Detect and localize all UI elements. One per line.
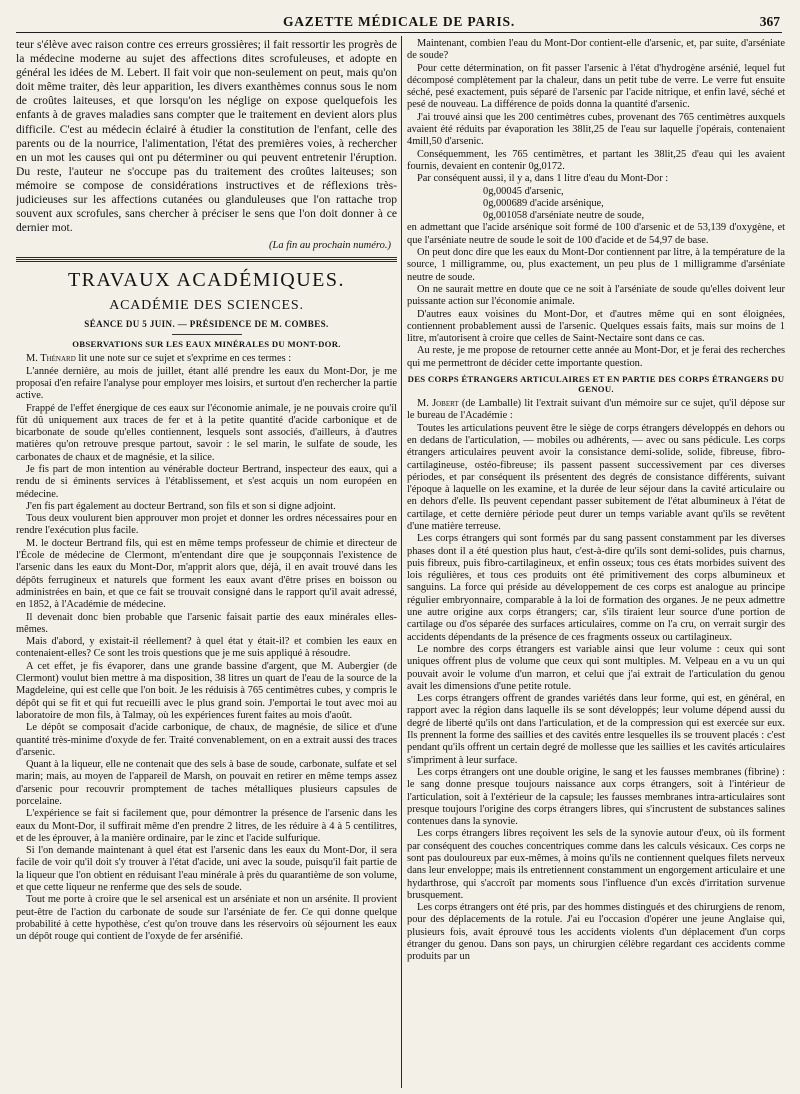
intro-paragraph: teur s'élève avec raison contre ces erreurs grossières; il fait ressortir les progrès de la médecine moderne au sujet des affections dites scrofuleuses, et adopte en général les idées de M. Lebert. Il fait voir que non-seulement on peut, mais qu'on doit même traiter, dès leur apparition, les divers exanthèmes connus sous le nom de croûtes laiteuses, et que lorsqu'on les néglige on expose quelquefois les enfants à de graves maladies sans compter que le traitement en devient alors plus difficile. C'est au médecin éclairé à étudier la constitution de l'enfant, celle des parents ou de la nourrice, l'alimentation, l'état des premières voies, à rechercher en un mot les causes qui ont pu déterminer ou qui peuvent entretenir l'éruption. Du reste, l'auteur ne s'occupe pas du traitement des croûtes laiteuses; son mémoire se compose de considérations instructives et de réflexions très-judicieuses sur les affections cutanées ou glanduleuses que l'on rattache trop souvent aux scrofules, sans chercher à préciser le sens que l'on doit donner à ce dernier mot. xyxy=(16,38,397,235)
paragraph: M. le docteur Bertrand fils, qui est en même temps professeur de chimie et directeur de l'École de médecine de Clermont, m'entendant dire que je soupçonnais l'existence de l'arsenic dans les eaux du Mont-Dor, m'apprit alors que, déjà, il en avait trouvé dans les dépôts ferrugineux et naturels que forment les eaux avant d'être prises en boisson ou administrées en bain, et que ce fait se trouvait consigné dans le rapport qu'il avait adressé, en 1852, à l'Académie de médecine. xyxy=(16,537,397,611)
section-title: TRAVAUX ACADÉMIQUES. xyxy=(67,269,346,292)
paragraph: Au reste, je me propose de retourner cette année au Mont-Dor, et je ferai des recherches qui me permettront de décider cette importante question. xyxy=(407,345,785,369)
paragraph: Je fis part de mon intention au vénérable docteur Bertrand, inspecteur des eaux, qui a rendu de si éminents services à l'établissement, et s'est acquis un nom européen en médecine. xyxy=(16,463,397,500)
paragraph: Les corps étrangers offrent de grandes variétés dans leur forme, qui est, en général, en rapport avec la région dans laquelle ils se sont développés; leur volume dépend aussi du degré de liberté qu'ils ont dans l'articulation, et de la compression qui est exercée sur eux. Ils prennent la forme des saillies et des cavités entre lesquelles ils se trouvent placés : c'est pendant qu'ils offrent un certain degré de mollesse que les saillies et les cavités articulaires s'impriment à leur surface. xyxy=(407,693,785,766)
page-header xyxy=(16,14,782,33)
paragraph: D'autres eaux voisines du Mont-Dor, et d'autres même qui en sont éloignées, contiennent probablement aussi de l'arsenic. Quelques essais faits, mais sur moins de 1 litre, m'autorisent à croire que celles de Saint-Nectaire sont dans ce cas. xyxy=(407,308,785,345)
speaker-line xyxy=(16,353,397,365)
academy-title: ACADÉMIE DES SCIENCES. xyxy=(109,298,304,314)
paragraph: Il devenait donc bien probable que l'arsenic faisait partie des eaux minérales elles-mêmes. xyxy=(16,611,397,635)
paragraph: L'année dernière, au mois de juillet, étant allé prendre les eaux du Mont-Dor, je me proposai d'en refaire l'analyse pour employer mes loisirs, et surtout d'en rechercher la partie active. xyxy=(16,365,397,402)
page-number: 367 xyxy=(759,14,780,29)
paragraph: On ne saurait mettre en doute que ce ne soit à l'arséniate de soude qu'elles doivent leur puissante action sur l'économie animale. xyxy=(407,283,785,308)
paragraph: J'ai trouvé ainsi que les 200 centimètres cubes, provenant des 765 centimètres auxquels avaient été réduits par évaporation les 38lit,25 de l'eau sur laquelle j'opérais, contenaient 4mill,50 d'arsenic. xyxy=(407,111,785,148)
paragraph: Si l'on demande maintenant à quel état est l'arsenic dans les eaux du Mont-Dor, il sera facile de voir qu'il doit s'y trouver à l'état d'acide, uni avec la soude, puisqu'il fait partie de la liqueur que l'on obtient en réduisant l'eau minérale à près du quarantième de son volume, et que cette liqueur ne renferme que des sels de soude. xyxy=(16,845,397,894)
speaker-line xyxy=(407,398,785,423)
paragraph: Maintenant, combien l'eau du Mont-Dor contient-elle d'arsenic, et, par suite, d'arséniate de soude? xyxy=(407,38,785,62)
right-column xyxy=(407,38,785,1090)
session-line: SÉANCE DU 5 JUIN. — PRÉSIDENCE DE M. COMBES. xyxy=(84,319,329,330)
paragraph: Frappé de l'effet énergique de ces eaux sur l'économie animale, je ne pouvais croire qu'il fût dû uniquement aux traces de fer et à la petite quantité d'acide carbonique et de bicarbonate de soude qu'elles contiennent, lesquels sont associés, d'ailleurs, à d'autres matières qu'on retrouve presque partout, savoir : le sel marin, le sulfate de soude, les carbonates de chaux et de magnésie, et la silice. xyxy=(16,402,397,463)
paragraph: Le dépôt se composait d'acide carbonique, de chaux, de magnésie, de silice et d'une quantité très-minime d'oxyde de fer. Traité convenablement, on en a extrait aussi des traces d'arsenic. xyxy=(16,722,397,758)
paragraph: Tous deux voulurent bien approuver mon projet et donner les ordres nécessaires pour en rendre l'exécution plus facile. xyxy=(16,513,397,537)
paragraph: L'expérience se fait si facilement que, pour démontrer la présence de l'arsenic dans les eaux du Mont-Dor, il suffirait même d'en prendre 2 litres, de les réduire à 4 à 5 centilitres, et de les éprouver, à la manière ordinaire, par le zinc et l'acide sulfurique. xyxy=(16,808,397,844)
article-title: OBSERVATIONS SUR LES EAUX MINÉRALES DU MONT-DOR. xyxy=(72,339,341,350)
paragraph: Mais d'abord, y existait-il réellement? à quel état y était-il? et combien les eaux en contenaient-elles? Ce sont les trois questions que je me suis appliqué à résoudre. xyxy=(16,636,397,660)
speaker-name: M. Thénard xyxy=(26,353,76,365)
paragraph: Les corps étrangers ont été pris, par des hommes distingués et des chirurgiens de renom, pour des déplacements de la rotule. J'ai eu l'occasion d'opérer une jeune Anglaise qui, plusieurs fois, avait éprouvé tous les accidents violents d'un déplacement d'un corps étranger du genou. Dans son pays, un chirurgien célèbre regardant ces accidents comme produits par un xyxy=(407,902,785,963)
article-title-2: DES CORPS ÉTRANGERS ARTICULAIRES ET EN PARTIE DES CORPS ÉTRANGERS DU GENOU. xyxy=(407,374,785,395)
paragraph: Quant à la liqueur, elle ne contenait que des sels à base de soude, carbonate, sulfate et sel marin; mais, au moyen de l'appareil de Marsh, on pouvait en retirer en même temps assez d'arsenic pour recouvrir promptement de taches métalliques plusieurs capsules de porcelaine. xyxy=(16,759,397,807)
intro-block xyxy=(16,38,397,235)
paragraph: Les corps étrangers libres reçoivent les sels de la synovie autour d'eux, où ils forment par conséquent des couches concentriques comme dans les calculs vésicaux. Ces corps ne sont pas douloureux par eux-mêmes, à moins qu'ils ne contiennent quelques filets nerveux dans leur enveloppe; mais ils entretiennent constamment un engorgement articulaire et une hydarthrose, qui s'accroît par moments sous l'influence d'un excès d'irritation survenue brusquement. xyxy=(407,828,785,901)
speaker-text: (de Lamballe) lit l'extrait suivant d'un mémoire sur ce sujet, qu'il dépose sur le bureau de l'Académie : xyxy=(407,398,785,422)
paragraph: Le nombre des corps étrangers est variable ainsi que leur volume : ceux qui sont uniques offrent plus de volume que ceux qui sont multiples. M. Velpeau en a vu un qui pouvait avoir le volume d'un marron, et celui que j'ai extrait de l'articulation du genou avait les dimensions d'une petite rotule. xyxy=(407,643,785,692)
paragraph: Pour cette détermination, on fit passer l'arsenic à l'état d'hydrogène arsénié, lequel fut décomposé complètement par la chaleur, dans un petit tube de verre. Le verre fut ensuite séché, pesé exactement, puis séparé de l'arsenic par l'acide nitrique, et enfin lavé, séché et pesé de nouveau. La différence de poids donna la quantité d'arsenic. xyxy=(407,62,785,111)
paragraph: Conséquemment, les 765 centimètres, et partant les 38lit,25 d'eau qui les avaient fournis, devaient en contenir 0g,0172. xyxy=(407,148,785,172)
speaker-name: M. Jobert xyxy=(417,398,459,410)
column-divider xyxy=(401,36,402,1088)
paragraph: J'en fis part également au docteur Bertrand, son fils et son si digne adjoint. xyxy=(26,500,336,512)
paragraph: Tout me porte à croire que le sel arsenical est un arséniate et non un arsénite. Il provient peut-être de l'action du carbonate de soude sur l'arséniate de fer. Ce qui donne quelque probabilité à cette hypothèse, c'est qu'on trouve dans les réservoirs où séjournent les eaux un dépôt rouge qui contient de l'oxyde de fer arsénifié. xyxy=(16,894,397,943)
composition-line: 0g,000689 d'acide arsénique, xyxy=(483,197,604,209)
paragraph: Les corps étrangers ont une double origine, le sang et les fausses membranes (fibrine) : le sang donne presque toujours naissance aux corps étrangers, soit à l'intérieur de l'articulation, soit à l'extérieur de la capsule; les fausses membranes intra-articulaires sont presque toujours l'origine des corps étrangers libres, qui s'incrustent de substances salines contenues dans la synovie. xyxy=(407,766,785,828)
paragraph: Par conséquent aussi, il y a, dans 1 litre d'eau du Mont-Dor : xyxy=(417,173,669,185)
composition-line: 0g,001058 d'arséniate neutre de soude, xyxy=(483,210,645,222)
paragraph: On peut donc dire que les eaux du Mont-Dor contiennent par litre, à la température de la source, 1 milligramme, ou, plus exactement, un peu plus de 1 milligramme d'arséniate neutre de soude. xyxy=(407,247,785,283)
paragraph: Les corps étrangers qui sont formés par du sang passent constamment par les diverses phases dont il a été question plus haut, c'est-à-dire qu'ils sont demi-solides, puis charnus, puis fibreux, puis fibro-cartilagineux, et enfin osseux; tous ces états morbides suivent des lois régulières, et tous ces produits ont été primitivement des corps albumineux et sanguins. La force qui préside au développement de ces corps est analogue au principe régulier embryonnaire, comparable à la loi de formation des organes. Je ne peux admettre une autre origine aux corps étrangers; car, s'ils tiraient leur source d'une portion de cartilage ou d'os séparée des surfaces articulaires, comme on l'a cru, on verrait surgir des accidents dépendants de la présence de ces fragments osseux ou cartilagineux. xyxy=(407,533,785,643)
speaker-text: lit une note sur ce sujet et s'exprime en ces termes : xyxy=(75,353,292,365)
paragraph: en admettant que l'acide arsénique soit formé de 100 d'arsenic et de 53,139 d'oxygène, et que l'arséniate neutre de soude le soit de 100 d'acide et de 54,97 de base. xyxy=(407,222,785,246)
section-rule xyxy=(16,257,397,258)
paragraph: Toutes les articulations peuvent être le siège de corps étrangers développés en dehors ou en dedans de l'articulation, — mobiles ou adhérents, — avec ou sans pédicule. Les corps étrangers articulaires peuvent avoir la consistance demi-solide, solide, fibreuse, fibro-cartilagineuse, ostéo-fibreuse; ils passent passent successivement par ces diverses périodes, et par conséquent ils présentent des degrés de consistance différents, suivant l'époque à laquelle on les examine, et la durée de leur séjour dans la cavité articulaire ou en dehors d'elle. Ils peuvent cependant passer subitement de l'état albumineux à l'état de cartilage, et cette dernière période peut durer un temps variable avant qu'ils se revêtent d'une matière terreuse. xyxy=(407,422,785,532)
separator xyxy=(172,334,242,335)
composition-line: 0g,00045 d'arsenic, xyxy=(483,185,564,197)
section-double-rule xyxy=(16,259,397,262)
paragraph: A cet effet, je fis évaporer, dans une grande bassine d'argent, que M. Aubergier (de Clermont) voulut bien mettre à ma disposition, 38 litres un quart de l'eau de la source de la Magdeleine, qui est celle que l'on boit. Je les réduisis à 765 centimètres cubes, y compris le dépôt qui se fit et qui fut recueilli avec le plus grand soin. J'emportai le tout avec moi au laboratoire de mon fils, à Talmay, où les expériences furent faites au mois d'août. xyxy=(16,660,397,721)
composition-list xyxy=(407,186,785,223)
journal-title: GAZETTE MÉDICALE DE PARIS. xyxy=(282,14,516,29)
left-column xyxy=(16,38,397,1090)
continuation-note: (La fin au prochain numéro.) xyxy=(268,240,391,252)
